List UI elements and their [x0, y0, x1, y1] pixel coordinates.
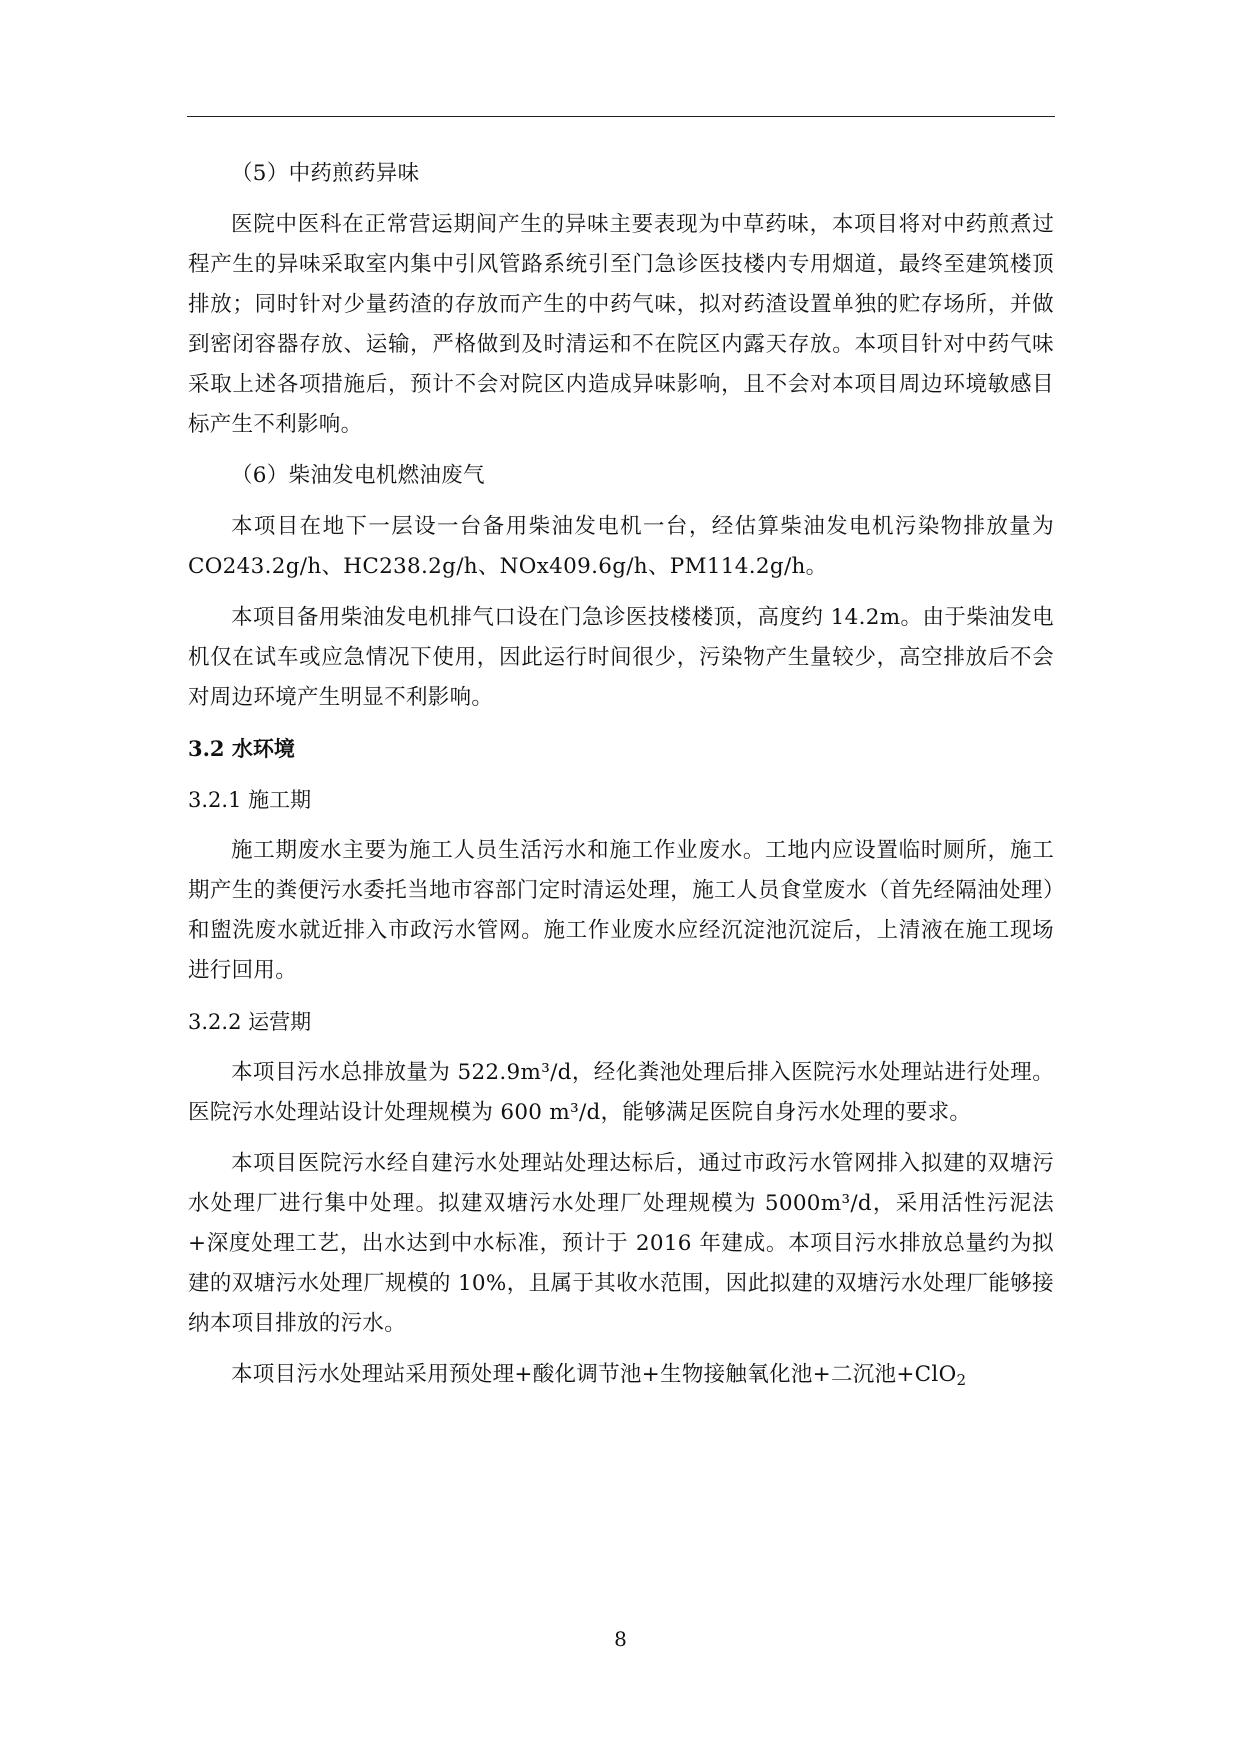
- page-number: 8: [614, 1627, 627, 1651]
- subsection-title: （6）柴油发电机燃油废气: [231, 463, 485, 488]
- subsection-heading: 3.2.2 运营期: [188, 1010, 312, 1034]
- document-body: [188, 154, 1054, 1406]
- paragraph-text: 本项目污水处理站采用预处理+酸化调节池+生物接触氧化池+二沉池+ClO: [231, 1362, 957, 1387]
- subsection-title: （5）中药煎药异味: [231, 161, 420, 186]
- paragraph: 本项目医院污水经自建污水处理站处理达标后，通过市政污水管网排入拟建的双塘污水处理厂进行集中处理。拟建双塘污水处理厂处理规模为 5000m³/d，采用活性污泥法+深度处理工艺，出水达到中水标准，预计于 2016 年建成。本项目污水排放总量约为拟建的双塘污水处理厂规模的 10%，且属于其收水范围，因此拟建的双塘污水处理厂能够接纳本项目排放的污水。: [188, 1151, 1054, 1336]
- paragraph: 本项目污水总排放量为 522.9m³/d，经化粪池处理后排入医院污水处理站进行处理。医院污水处理站设计处理规模为 600 m³/d，能够满足医院自身污水处理的要求。: [188, 1060, 1054, 1125]
- paragraph: [188, 1355, 1054, 1395]
- paragraph: 施工期废水主要为施工人员生活污水和施工作业废水。工地内应设置临时厕所，施工期产生的粪便污水委托当地市容部门定时清运处理，施工人员食堂废水（首先经隔油处理）和盥洗废水就近排入市政污水管网。施工作业废水应经沉淀池沉淀后，上清液在施工现场进行回用。: [188, 838, 1054, 983]
- subscript: 2: [956, 1370, 967, 1389]
- header-rule: [187, 116, 1055, 117]
- paragraph: 本项目备用柴油发电机排气口设在门急诊医技楼楼顶，高度约 14.2m。由于柴油发电机仅在试车或应急情况下使用，因此运行时间很少，污染物产生量较少，高空排放后不会对周边环境产生明显不利影响。: [188, 605, 1054, 710]
- paragraph: 本项目在地下一层设一台备用柴油发电机一台，经估算柴油发电机污染物排放量为 CO243.2g/h、HC238.2g/h、NOx409.6g/h、PM114.2g/h。: [188, 514, 1054, 579]
- paragraph: 医院中医科在正常营运期间产生的异味主要表现为中草药味，本项目将对中药煎煮过程产生的异味采取室内集中引风管路系统引至门急诊医技楼内专用烟道，最终至建筑楼顶排放；同时针对少量药渣的存放而产生的中药气味，拟对药渣设置单独的贮存场所，并做到密闭容器存放、运输，严格做到及时清运和不在院区内露天存放。本项目针对中药气味采取上述各项措施后，预计不会对院区内造成异味影响，且不会对本项目周边环境敏感目标产生不利影响。: [188, 212, 1054, 437]
- section-heading: 3.2 水环境: [188, 736, 295, 761]
- subsection-heading: 3.2.1 施工期: [188, 788, 312, 812]
